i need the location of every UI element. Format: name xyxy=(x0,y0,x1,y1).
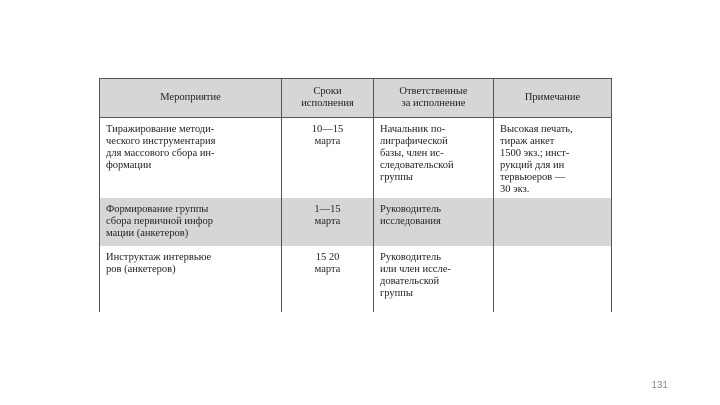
header-note: Примечание xyxy=(494,79,612,118)
cell-note: Высокая печать, тираж анкет 1500 экз.; инст- рукций для ин тервьюеров — 30 экз. xyxy=(494,118,612,199)
table-row xyxy=(100,246,612,312)
cell-activity: Формирование группы сбора первичной инфор мации (анкетеров) xyxy=(100,198,282,246)
cell-responsible: Руководитель исследования xyxy=(374,198,494,246)
cell-responsible: Начальник по- лиграфической базы, член ис- следовательской группы xyxy=(374,118,494,199)
cell-note xyxy=(494,198,612,246)
event-plan-table xyxy=(99,78,612,312)
table-header-row xyxy=(100,79,612,118)
cell-term: 1—15 марта xyxy=(282,198,374,246)
header-activity: Мероприятие xyxy=(100,79,282,118)
page-number: 131 xyxy=(651,380,668,391)
cell-activity: Тиражирование методи- ческого инструментария для массового сбора ин- формации xyxy=(100,118,282,199)
cell-responsible: Руководитель или член иссле- довательской группы xyxy=(374,246,494,312)
header-responsible: Ответственные за исполнение xyxy=(374,79,494,118)
cell-note xyxy=(494,246,612,312)
header-term: Сроки исполнения xyxy=(282,79,374,118)
table-row xyxy=(100,118,612,199)
cell-activity: Инструктаж интервьюе ров (анкетеров) xyxy=(100,246,282,312)
cell-term: 15 20 марта xyxy=(282,246,374,312)
cell-term: 10—15 марта xyxy=(282,118,374,199)
table-row xyxy=(100,198,612,246)
